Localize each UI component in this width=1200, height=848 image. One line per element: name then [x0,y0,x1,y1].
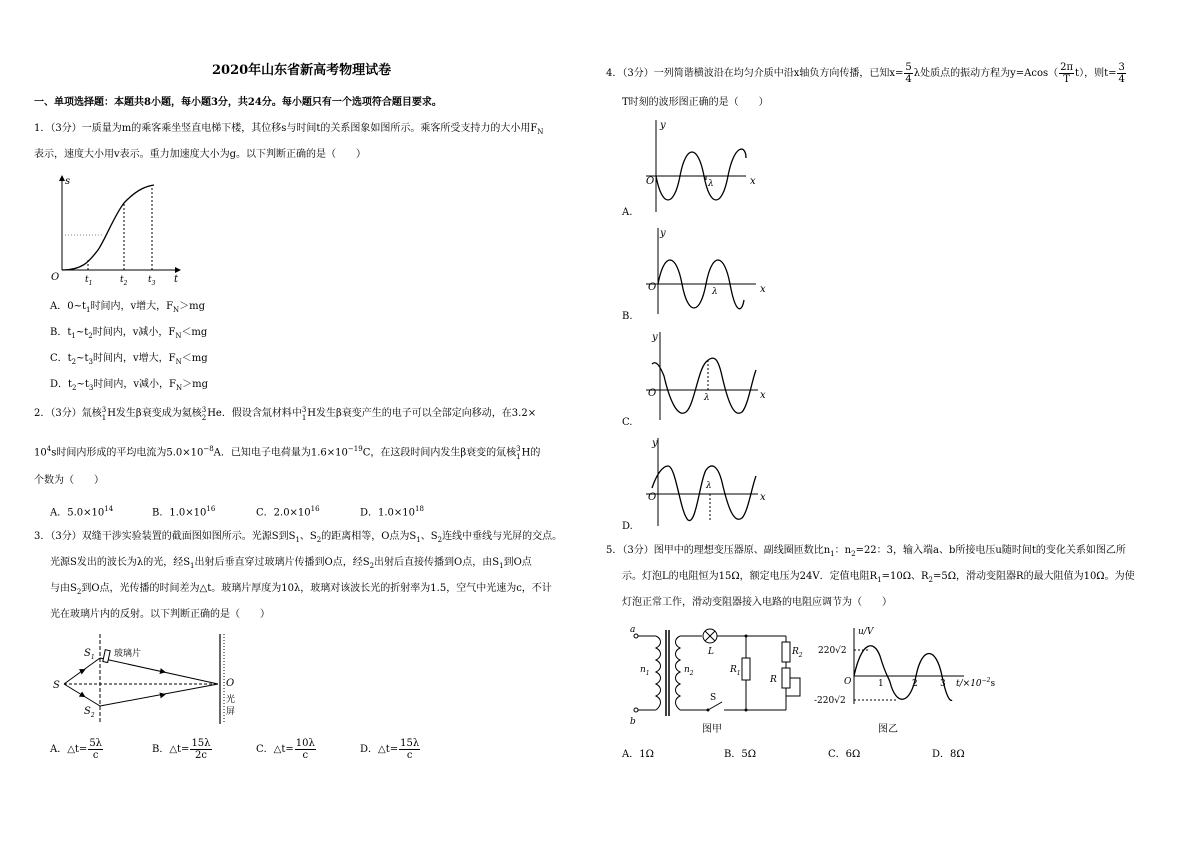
q2-stem-line1: 2．（3分）氚核 3 1 H发生β衰变成为氦核 3 2 He．假设含氚材料中 3 1 H发生β衰变产生的电子可以全部定向移动，在3.2× [34,405,537,422]
svg-text:a: a [630,625,636,635]
q1-label-s: s [65,176,71,187]
q1-tick-t2: $t_2$ [120,275,128,287]
svg-text:b: b [630,717,636,727]
q4-wave-a [646,118,766,214]
q3-option-b[interactable]: B．△t= $\frac{15\lambda}{2c}$ [152,738,211,761]
svg-text:x: x [760,284,766,295]
nuclide-h3-3: 3 1 [516,444,521,461]
q1-label-o: O [51,272,60,283]
q5-option-a[interactable]: A．1Ω [622,749,654,760]
svg-text:S2: $S_2$ [84,706,95,719]
svg-text:2: 2 [912,679,918,689]
section-heading: 一、单项选择题：本题共8小题，每小题3分，共24分。每小题只有一个选项符合题目要求。 [34,97,442,108]
q1-tick-t1: $t_1$ [85,275,93,287]
svg-text:λ: λ [704,393,710,403]
q1-stem-line2: 表示，速度大小用v表示。重力加速度大小为g。以下判断正确的是（ ） [34,149,367,160]
svg-text:3: 3 [940,679,946,689]
q4-stem-line1: 4．（3分）一列简谐横波沿在均匀介质中沿x轴负方向传播，已知x= $\frac{5}{4}$ λ处质点的振动方程为y=Acos（ $\frac{2\pi}{T}$ t），则t= $\frac{3}{4}$ [606,62,1125,85]
svg-text:R2: $R_2$ [792,647,803,659]
q2-stem-line3: 个数为（ ） [34,475,104,486]
q3-option-d[interactable]: D．△t= $\frac{15\lambda}{c}$ [360,738,420,761]
q5-option-b[interactable]: B．5Ω [724,749,757,760]
svg-text:O: O [648,388,657,399]
q4-option-b[interactable]: B. [622,311,633,322]
q1-label-t: t [174,274,179,285]
q3-option-a[interactable]: A．△t= $\frac{5\lambda}{c}$ [50,738,103,761]
svg-text:-220√2: -220√2 [814,696,846,706]
nuclide-h3: 3 1 [101,405,107,422]
q2-option-c[interactable]: C．$2.0\times 10^{16}$ [256,505,320,519]
q4-option-d[interactable]: D. [622,521,633,532]
svg-text:y: y [652,438,658,449]
svg-text:x: x [760,390,766,401]
svg-text:S1: $S_1$ [84,648,95,661]
q2-stem-line2: $10^4s$时间内形成的平均电流为$5.0\times 10^{-8}A$．已知电子电荷量为$1.6\times 10^{-19}C$，在这段时间内发生β衰变的氚核 3 1 H的 [34,444,541,461]
nuclide-he3: 3 2 [201,405,207,422]
q3-stem-line3: 与由$S_2$到O点，光传播的时间差为△t。玻璃片厚度为10λ，玻璃对该波长光的折射率为1.5，空气中光速为c，不计 [50,583,552,596]
paper-title: 2020年山东省新高考物理试卷 [212,63,392,78]
svg-text:y: y [660,228,666,239]
svg-text:y: y [652,332,658,343]
svg-text:O: O [646,176,655,187]
svg-text:n1: $n_1$ [640,665,650,677]
rheostat-R [782,668,790,688]
resistor-R1 [742,658,750,680]
resistor-R2 [782,642,790,662]
svg-text:O: O [648,492,657,503]
q5-stem-line1: 5．（3分）图甲中的理想变压器原、副线圈匝数比$n_1$：$n_2=22$：3，输入端a、b所接电压u随时间t的变化关系如图乙所 [606,545,1126,558]
q3-stem-line4: 光在玻璃片内的反射。以下判断正确的是（ ） [50,609,270,620]
q5-circuit-figure [622,620,822,738]
q5-option-c[interactable]: C．6Ω [828,749,861,760]
svg-text:y: y [660,120,666,131]
q1-graph [48,172,198,287]
q2-option-d[interactable]: D．$1.0\times 10^{18}$ [360,505,424,519]
q4-stem-line2: T时刻的波形图正确的是（ ） [622,97,769,108]
svg-text:图甲: 图甲 [702,724,722,735]
svg-text:R: R [770,675,777,685]
svg-text:u/V: u/V [858,627,874,637]
svg-text:λ: λ [706,481,712,491]
q5-stem-line2: 示。灯泡L的电阻恒为15Ω，额定电压为24V．定值电阻$R_1=10\Omega$、$R_2=5\Omega$，滑动变阻器R的最大阻值为10Ω。为使 [622,571,1135,584]
q1-option-b[interactable]: B．$t_1\sim t_2$时间内，v减小，$F_N<mg$ [50,327,208,340]
svg-text:x: x [760,492,766,503]
svg-text:λ: λ [708,179,714,189]
svg-text:O: O [226,678,235,689]
q4-wave-c [646,330,776,422]
svg-text:S: S [710,693,717,703]
svg-text:S: S [53,680,60,691]
svg-text:光: 光 [226,695,236,705]
svg-text:x: x [750,176,756,187]
q1-tick-t3: $t_3$ [148,275,156,287]
svg-text:t/×10−2s: $t/\times 10^{-2}s$ [956,677,996,689]
q3-stem-line1: 3．（3分）双缝干涉实验装置的截面图如图所示。光源S到$S_1$、$S_2$的距离相等，O点为$S_1$、$S_2$连线中垂线与光屏的交点。 [34,531,563,544]
svg-text:n2: $n_2$ [684,665,694,677]
q3-option-c[interactable]: C．△t= $\frac{10\lambda}{c}$ [256,738,315,761]
q4-wave-d [646,436,776,528]
svg-text:R1: $R_1$ [730,665,741,677]
svg-text:O: O [648,282,657,293]
glass-plate [103,650,110,663]
q5-stem-line3: 灯泡正常工作，滑动变阻器接入电路的电阻应调节为（ ） [622,597,892,608]
svg-text:λ: λ [712,287,718,297]
svg-text:O: O [844,677,852,687]
svg-text:图乙: 图乙 [878,724,898,735]
q2-option-b[interactable]: B．$1.0\times 10^{16}$ [152,505,216,519]
q1-stem-line1: 1．（3分）一质量为m的乘客乘坐竖直电梯下楼，其位移s与时间t的关系图象如图所示。乘客所受支持力的大小用$F_N$ [34,123,544,136]
q3-figure [52,632,272,724]
svg-text:玻璃片: 玻璃片 [114,649,142,659]
q4-wave-b [646,226,776,316]
q1-option-a[interactable]: A．$0\sim t_1$时间内，v增大，$F_N>mg$ [50,301,206,314]
nuclide-h3-2: 3 1 [301,405,307,422]
q1-option-d[interactable]: D．$t_2\sim t_3$时间内，v减小，$F_N>mg$ [50,379,208,392]
svg-text:220√2: 220√2 [818,646,847,656]
q4-option-a[interactable]: A. [622,207,633,218]
q4-option-c[interactable]: C. [622,417,633,428]
svg-text:L: L [708,647,714,657]
q1-curve [62,185,154,270]
svg-text:屏: 屏 [226,707,236,717]
q5-voltage-graph [814,620,1014,738]
svg-text:1: 1 [878,679,884,689]
q1-option-c[interactable]: C．$t_2\sim t_3$时间内，v增大，$F_N<mg$ [50,353,208,366]
q2-option-a[interactable]: A．$5.0\times 10^{14}$ [50,505,114,519]
q3-stem-line2: 光源S发出的波长为λ的光，经$S_1$出射后垂直穿过玻璃片传播到O点，经$S_2$出射后直接传播到O点，由$S_1$到O点 [50,557,532,570]
q5-option-d[interactable]: D．8Ω [932,749,965,760]
